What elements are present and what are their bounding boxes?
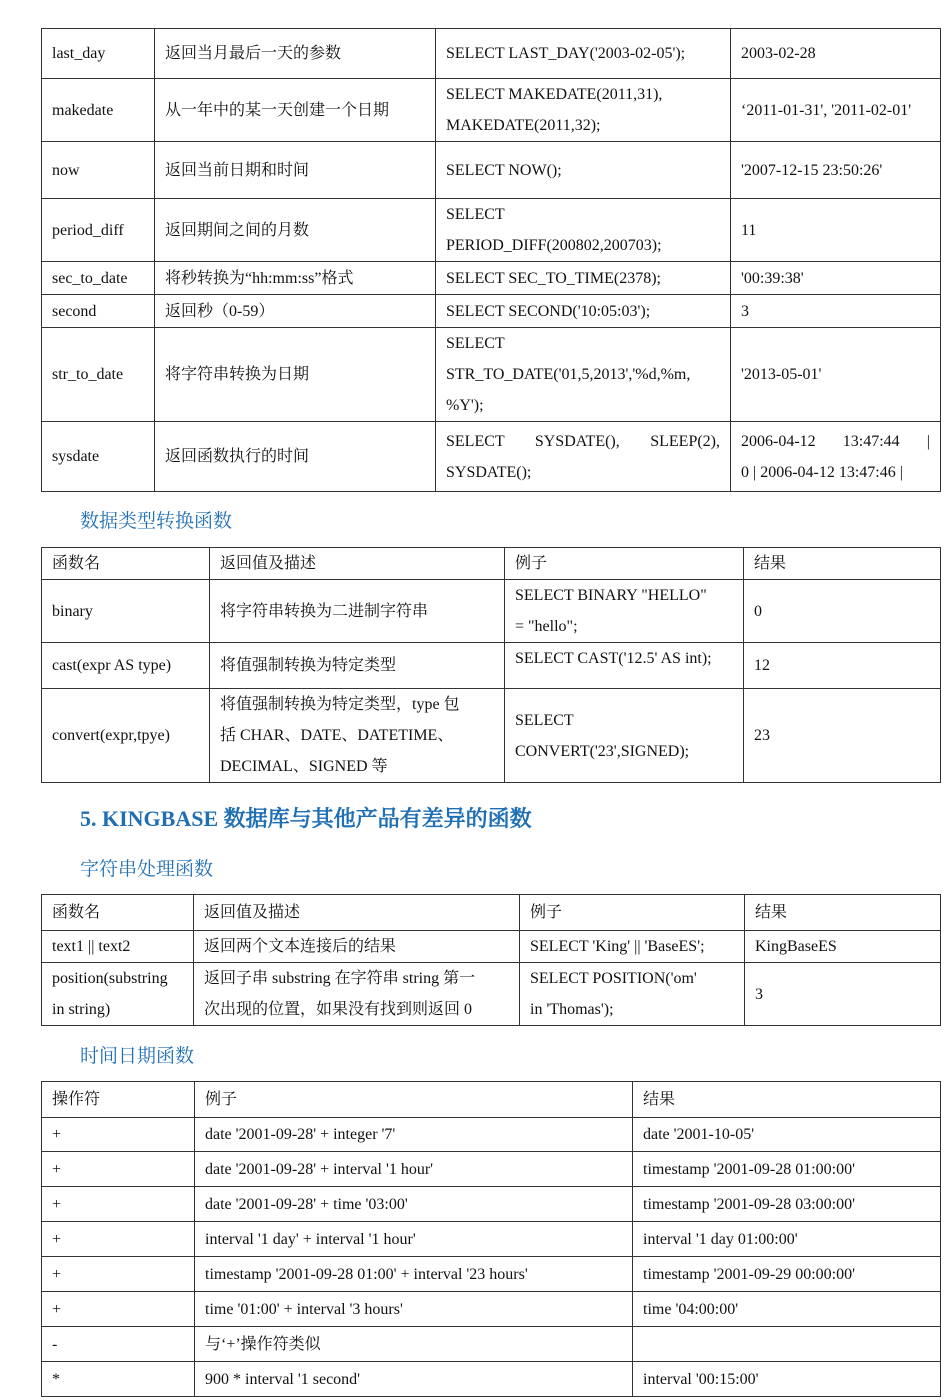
function-result: '2007-12-15 23:50:26'	[731, 142, 941, 199]
table-row	[42, 422, 941, 492]
table-header-row	[42, 548, 941, 580]
example-line: SELECT SYSDATE(), SLEEP(2),	[446, 432, 720, 450]
function-example	[436, 199, 731, 262]
function-example: SELECT SECOND('10:05:03');	[436, 295, 731, 328]
table-row	[42, 199, 941, 262]
table-row	[42, 1152, 941, 1187]
operator-example: date '2001-09-28' + integer '7'	[195, 1118, 633, 1152]
function-desc: 将字符串转换为日期	[155, 328, 436, 422]
table-row	[42, 1118, 941, 1152]
example-line: SELECT	[446, 206, 505, 223]
column-header: 例子	[520, 895, 745, 931]
function-name: cast(expr AS type)	[42, 643, 210, 689]
example-line: SELECT POSITION('om'	[530, 970, 697, 987]
function-desc	[194, 963, 520, 1026]
function-desc: 返回秒（0-59）	[155, 295, 436, 328]
example-line: PERIOD_DIFF(200802,200703);	[446, 237, 662, 254]
string-functions-table	[41, 894, 941, 1026]
function-name: period_diff	[42, 199, 155, 262]
table-header-row	[42, 895, 941, 931]
example-line: = "hello";	[515, 618, 578, 635]
table-row	[42, 963, 941, 1026]
operator-result: timestamp '2001-09-28 01:00:00'	[633, 1152, 941, 1187]
function-name: str_to_date	[42, 328, 155, 422]
section-heading-5: 5. KINGBASE 数据库与其他产品有差异的函数	[80, 806, 532, 831]
function-result: 3	[745, 963, 941, 1026]
function-result: ‘2011-01-31', '2011-02-01'	[731, 79, 941, 142]
operator-example: 900 * interval '1 second'	[195, 1362, 633, 1397]
column-header: 例子	[195, 1082, 633, 1118]
operator-example: date '2001-09-28' + interval '1 hour'	[195, 1152, 633, 1187]
operator-result	[633, 1327, 941, 1362]
column-header: 例子	[505, 548, 744, 580]
operator: +	[42, 1152, 195, 1187]
operator-result: interval '00:15:00'	[633, 1362, 941, 1397]
example-line: MAKEDATE(2011,32);	[446, 117, 601, 134]
function-desc: 返回两个文本连接后的结果	[194, 931, 520, 963]
example-line: CONVERT('23',SIGNED);	[515, 742, 690, 760]
function-example	[505, 580, 744, 643]
function-name	[42, 963, 194, 1026]
function-example	[436, 79, 731, 142]
function-example: SELECT LAST_DAY('2003-02-05');	[436, 29, 731, 79]
table-row	[42, 1187, 941, 1222]
operator: +	[42, 1222, 195, 1257]
operator-example: timestamp '2001-09-28 01:00' + interval '23 hours'	[195, 1257, 633, 1292]
section-heading-string-functions: 字符串处理函数	[80, 858, 214, 880]
example-line: %Y');	[446, 397, 484, 414]
operator-example: 与‘+’操作符类似	[195, 1327, 633, 1362]
function-result: 11	[731, 199, 941, 262]
result-line: 2006-04-12 13:47:44 |	[741, 432, 930, 450]
operator-example: interval '1 day' + interval '1 hour'	[195, 1222, 633, 1257]
column-header: 函数名	[42, 548, 210, 580]
function-result: '00:39:38'	[731, 262, 941, 295]
table-row	[42, 142, 941, 199]
table-row	[42, 328, 941, 422]
table-row	[42, 1222, 941, 1257]
section-heading-datetime-functions: 时间日期函数	[80, 1045, 195, 1067]
function-example: SELECT CAST('12.5' AS int);	[505, 643, 744, 689]
function-name: convert(expr,tpye)	[42, 689, 210, 783]
function-name: last_day	[42, 29, 155, 79]
function-desc: 返回当前日期和时间	[155, 142, 436, 199]
table-row	[42, 79, 941, 142]
name-line: position(substring	[52, 970, 168, 987]
operator: +	[42, 1118, 195, 1152]
column-header: 函数名	[42, 895, 194, 931]
example-line: SELECT	[515, 711, 574, 729]
function-result: 23	[744, 689, 941, 783]
example-line: SELECT MAKEDATE(2011,31),	[446, 86, 663, 103]
result-line: 0 | 2006-04-12 13:47:46 |	[741, 463, 903, 481]
column-header: 结果	[633, 1082, 941, 1118]
example-line: SELECT BINARY "HELLO"	[515, 587, 707, 604]
datetime-operators-table	[41, 1081, 941, 1397]
operator: *	[42, 1362, 195, 1397]
desc-line: 括 CHAR、DATE、DATETIME、	[220, 727, 454, 744]
desc-line: 将值强制转换为特定类型，type 包	[220, 696, 460, 713]
example-line: in 'Thomas');	[530, 1001, 614, 1018]
desc-line: 返回子串 substring 在字符串 string 第一	[204, 970, 476, 987]
operator: +	[42, 1257, 195, 1292]
function-name: sysdate	[42, 422, 155, 492]
function-example	[436, 328, 731, 422]
operator: -	[42, 1327, 195, 1362]
function-result: 12	[744, 643, 941, 689]
function-example: SELECT 'King' || 'BaseES';	[520, 931, 745, 963]
function-desc: 将秒转换为“hh:mm:ss”格式	[155, 262, 436, 295]
type-conversion-table	[41, 547, 941, 783]
function-example: SELECT SEC_TO_TIME(2378);	[436, 262, 731, 295]
function-result: '2013-05-01'	[731, 328, 941, 422]
table-row	[42, 295, 941, 328]
function-example	[520, 963, 745, 1026]
example-line: STR_TO_DATE('01,5,2013','%d,%m,	[446, 366, 691, 383]
table-row	[42, 1362, 941, 1397]
function-desc: 返回函数执行的时间	[155, 422, 436, 492]
function-example: SELECT NOW();	[436, 142, 731, 199]
table-row	[42, 1327, 941, 1362]
function-desc: 返回当月最后一天的参数	[155, 29, 436, 79]
table-row	[42, 689, 941, 783]
table-header-row	[42, 1082, 941, 1118]
operator-example: date '2001-09-28' + time '03:00'	[195, 1187, 633, 1222]
example-line: SELECT	[446, 335, 505, 352]
function-example	[505, 689, 744, 783]
operator: +	[42, 1187, 195, 1222]
function-result: 2003-02-28	[731, 29, 941, 79]
operator: +	[42, 1292, 195, 1327]
function-name: binary	[42, 580, 210, 643]
function-desc: 从一年中的某一天创建一个日期	[155, 79, 436, 142]
table-row	[42, 262, 941, 295]
operator-result: date '2001-10-05'	[633, 1118, 941, 1152]
function-result: 3	[731, 295, 941, 328]
function-example	[436, 422, 731, 492]
example-line: SYSDATE();	[446, 463, 532, 481]
function-name: second	[42, 295, 155, 328]
column-header: 返回值及描述	[194, 895, 520, 931]
section-heading-type-conversion: 数据类型转换函数	[80, 510, 233, 532]
column-header: 结果	[745, 895, 941, 931]
function-name: text1 || text2	[42, 931, 194, 963]
function-result: KingBaseES	[745, 931, 941, 963]
operator-result: timestamp '2001-09-28 03:00:00'	[633, 1187, 941, 1222]
operator-result: timestamp '2001-09-29 00:00:00'	[633, 1257, 941, 1292]
date-functions-table	[41, 28, 941, 492]
table-row	[42, 1292, 941, 1327]
operator-result: time '04:00:00'	[633, 1292, 941, 1327]
table-row	[42, 29, 941, 79]
table-row	[42, 931, 941, 963]
desc-line: 次出现的位置，如果没有找到则返回 0	[204, 1001, 473, 1018]
function-result: 0	[744, 580, 941, 643]
column-header: 返回值及描述	[210, 548, 505, 580]
function-name: sec_to_date	[42, 262, 155, 295]
desc-line: DECIMAL、SIGNED 等	[220, 758, 388, 775]
function-desc: 返回期间之间的月数	[155, 199, 436, 262]
function-result	[731, 422, 941, 492]
function-desc	[210, 689, 505, 783]
operator-example: time '01:00' + interval '3 hours'	[195, 1292, 633, 1327]
name-line: in string)	[52, 1001, 111, 1018]
function-name: makedate	[42, 79, 155, 142]
operator-result: interval '1 day 01:00:00'	[633, 1222, 941, 1257]
table-row	[42, 1257, 941, 1292]
column-header: 操作符	[42, 1082, 195, 1118]
function-desc: 将字符串转换为二进制字符串	[210, 580, 505, 643]
column-header: 结果	[744, 548, 941, 580]
table-row	[42, 580, 941, 643]
function-desc: 将值强制转换为特定类型	[210, 643, 505, 689]
table-row	[42, 643, 941, 689]
function-name: now	[42, 142, 155, 199]
